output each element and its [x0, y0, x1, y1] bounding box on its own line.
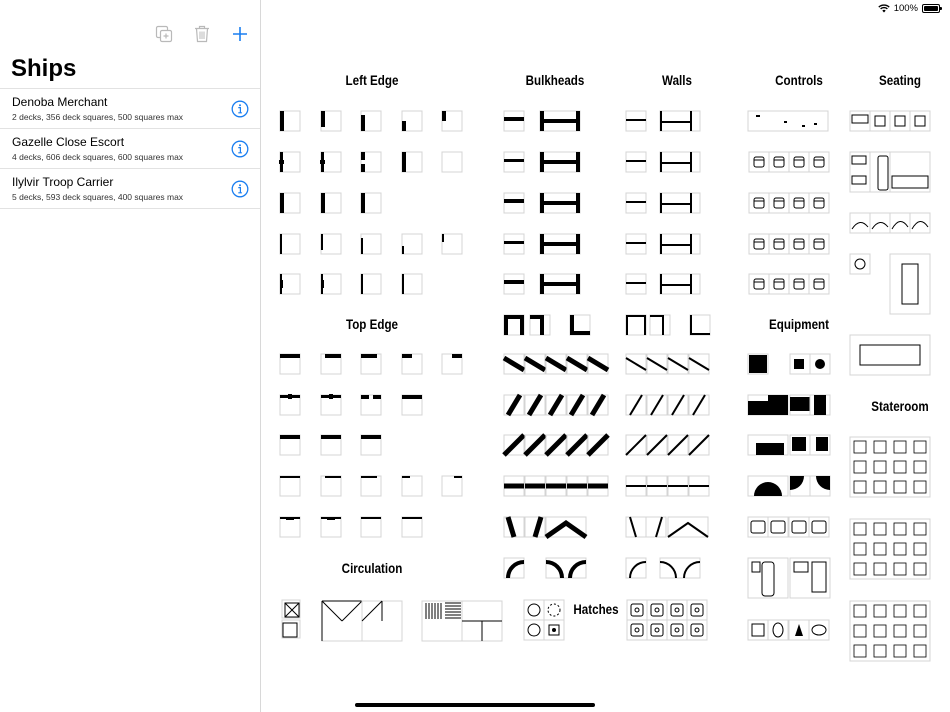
palette-tile[interactable]: [748, 435, 788, 455]
palette-tile[interactable]: [810, 395, 830, 415]
palette-tile[interactable]: [504, 558, 524, 578]
palette-tile[interactable]: [504, 395, 524, 415]
palette-tile[interactable]: [626, 395, 646, 415]
palette-tile[interactable]: [647, 435, 667, 455]
palette-tile[interactable]: [809, 620, 829, 640]
palette-tile[interactable]: [442, 152, 462, 172]
palette-tile[interactable]: [748, 395, 788, 415]
palette-tile[interactable]: [588, 435, 608, 455]
page-title: Ships: [11, 55, 77, 82]
palette-tile[interactable]: [668, 395, 688, 415]
palette-tile[interactable]: [809, 517, 829, 537]
palette-tile[interactable]: [749, 152, 769, 172]
palette-tile[interactable]: [321, 274, 341, 294]
palette-tile[interactable]: [749, 274, 769, 294]
palette-tile[interactable]: [504, 476, 524, 496]
palette-tile[interactable]: [789, 152, 809, 172]
palette-tile[interactable]: [768, 517, 788, 537]
palette-tile[interactable]: [690, 315, 710, 335]
palette-tile[interactable]: [567, 395, 587, 415]
palette-tile[interactable]: [668, 354, 688, 374]
palette-tile[interactable]: [890, 111, 910, 131]
palette-tile[interactable]: [361, 193, 381, 213]
palette-tile[interactable]: [627, 620, 647, 640]
palette-tile[interactable]: [810, 476, 830, 496]
palette-tile[interactable]: [748, 476, 788, 496]
section-title-stateroom: Stateroom: [871, 399, 929, 414]
palette-tile[interactable]: [870, 213, 890, 233]
palette-tile[interactable]: [689, 435, 709, 455]
palette-tile[interactable]: [280, 274, 300, 294]
palette-tile[interactable]: [626, 234, 646, 254]
palette-tile[interactable]: [647, 395, 667, 415]
palette-tile[interactable]: [809, 193, 829, 213]
palette-tile[interactable]: [588, 476, 608, 496]
palette-tile[interactable]: [540, 193, 580, 213]
palette-tile[interactable]: [627, 600, 647, 620]
palette-tile[interactable]: [540, 152, 580, 172]
palette-tile[interactable]: [850, 601, 930, 661]
palette-tile[interactable]: [402, 517, 422, 537]
palette-tile[interactable]: [280, 193, 300, 213]
palette-tile[interactable]: [321, 435, 341, 455]
palette-tile[interactable]: [361, 234, 381, 254]
palette-tile[interactable]: [540, 111, 580, 131]
palette-tile[interactable]: [687, 600, 707, 620]
palette-tile[interactable]: [530, 315, 550, 335]
section-title-walls: Walls: [662, 73, 692, 88]
palette-tile[interactable]: [850, 254, 870, 274]
palette-tile[interactable]: [626, 435, 646, 455]
palette-tile[interactable]: [660, 152, 700, 172]
palette-tile[interactable]: [361, 517, 381, 537]
palette-tile[interactable]: [280, 234, 300, 254]
palette-tile[interactable]: [667, 600, 687, 620]
palette-tile[interactable]: [402, 476, 422, 496]
palette-tile[interactable]: [361, 395, 381, 415]
palette-tile[interactable]: [626, 152, 646, 172]
palette-tile[interactable]: [544, 620, 564, 640]
section-title-left-edge: Left Edge: [345, 73, 399, 88]
palette-tile[interactable]: [626, 111, 646, 131]
palette-tile[interactable]: [768, 620, 788, 640]
palette-tile[interactable]: [650, 315, 670, 335]
palette-tile[interactable]: [361, 354, 381, 374]
palette-tile[interactable]: [626, 476, 646, 496]
palette-tile[interactable]: [660, 234, 700, 254]
palette-tile[interactable]: [789, 274, 809, 294]
palette-tile[interactable]: [749, 234, 769, 254]
palette-tile[interactable]: [280, 394, 300, 415]
palette-tile[interactable]: [660, 558, 700, 578]
palette-tile[interactable]: [504, 435, 524, 455]
palette-tile[interactable]: [647, 354, 667, 374]
battery-percent: 100%: [893, 3, 918, 14]
palette-tile[interactable]: [504, 234, 524, 254]
palette-tile[interactable]: [321, 111, 341, 131]
palette-tile[interactable]: [790, 435, 810, 455]
palette-tile[interactable]: [361, 111, 381, 131]
palette-tile[interactable]: [687, 620, 707, 640]
palette-tile[interactable]: [280, 476, 300, 496]
ship-details: 2 decks, 356 deck squares, 500 squares max: [12, 112, 184, 122]
palette-tile[interactable]: [689, 354, 709, 374]
palette-tile[interactable]: [809, 234, 829, 254]
palette-tile[interactable]: [668, 517, 708, 537]
palette-tile[interactable]: [769, 274, 789, 294]
palette-tile[interactable]: [361, 152, 381, 172]
palette-tile[interactable]: [850, 335, 930, 375]
palette-tile[interactable]: [422, 601, 462, 641]
palette-tile[interactable]: [402, 354, 422, 374]
palette-tile[interactable]: [321, 517, 341, 537]
ship-name: Gazelle Close Escort: [12, 135, 125, 149]
palette-tile[interactable]: [810, 435, 830, 455]
home-indicator: [355, 703, 595, 707]
palette-tile[interactable]: [504, 274, 524, 294]
palette-tile[interactable]: [567, 435, 587, 455]
palette-tile[interactable]: [279, 152, 300, 172]
palette-tile[interactable]: [280, 435, 300, 455]
palette-tile[interactable]: [647, 476, 667, 496]
palette-tile[interactable]: [546, 476, 566, 496]
palette-tile[interactable]: [850, 152, 870, 192]
palette-tile[interactable]: [442, 234, 462, 254]
palette-tile[interactable]: [769, 193, 789, 213]
section-title-top-edge: Top Edge: [345, 317, 399, 332]
palette-tile[interactable]: [890, 213, 910, 233]
palette-tile[interactable]: [749, 193, 769, 213]
palette-tile[interactable]: [850, 213, 870, 233]
palette-tile[interactable]: [402, 234, 422, 254]
palette-tile[interactable]: [402, 274, 422, 294]
palette-tile[interactable]: [321, 394, 341, 415]
palette-tile[interactable]: [525, 395, 545, 415]
palette-tile[interactable]: [402, 152, 422, 172]
palette-tile[interactable]: [321, 193, 341, 213]
section-title-hatches: Hatches: [573, 602, 619, 617]
palette-tile[interactable]: [748, 354, 768, 374]
section-title-seating: Seating: [879, 73, 921, 88]
palette-tile[interactable]: [790, 476, 810, 496]
palette-tile[interactable]: [567, 476, 587, 496]
palette-tile[interactable]: [540, 274, 580, 294]
palette-tile[interactable]: [504, 354, 524, 374]
palette-tile[interactable]: [789, 620, 809, 640]
section-title-controls: Controls: [775, 73, 823, 88]
palette-tile[interactable]: [504, 517, 524, 537]
section-title-bulkheads: Bulkheads: [525, 73, 585, 88]
palette-tile[interactable]: [504, 152, 524, 172]
palette-tile[interactable]: [689, 476, 709, 496]
palette-tile[interactable]: [646, 517, 666, 537]
palette-tile[interactable]: [546, 517, 586, 537]
palette-tile[interactable]: [282, 600, 300, 618]
palette-tile[interactable]: [870, 111, 890, 131]
palette-tile[interactable]: [647, 620, 667, 640]
palette-tile[interactable]: [626, 193, 646, 213]
palette-tile[interactable]: [280, 517, 300, 537]
palette-tile[interactable]: [689, 395, 709, 415]
palette-tile[interactable]: [540, 234, 580, 254]
section-title-circulation: Circulation: [341, 561, 403, 576]
palette-tile[interactable]: [525, 435, 545, 455]
palette-tile[interactable]: [322, 601, 362, 641]
palette-tile[interactable]: [660, 111, 700, 131]
palette-tile[interactable]: [810, 354, 830, 374]
palette-tile[interactable]: [668, 476, 688, 496]
palette-tile[interactable]: [524, 600, 544, 620]
palette-tile[interactable]: [320, 152, 341, 172]
palette-tile[interactable]: [567, 354, 587, 374]
palette-tile[interactable]: [626, 354, 646, 374]
palette-tile[interactable]: [769, 234, 789, 254]
palette-tile[interactable]: [546, 435, 566, 455]
palette-tile[interactable]: [626, 517, 646, 537]
palette-tile[interactable]: [282, 620, 300, 638]
palette-tile[interactable]: [790, 354, 810, 374]
palette-tile[interactable]: [626, 315, 646, 335]
palette-tile[interactable]: [809, 274, 829, 294]
palette-tile[interactable]: [442, 476, 462, 496]
palette-tile[interactable]: [789, 517, 809, 537]
palette-tile[interactable]: [790, 558, 830, 598]
palette-tile[interactable]: [402, 395, 422, 415]
palette-tile[interactable]: [525, 476, 545, 496]
palette-tile[interactable]: [361, 476, 381, 496]
palette-tile[interactable]: [280, 111, 300, 131]
palette-tile[interactable]: [402, 111, 422, 131]
palette-tile[interactable]: [850, 519, 930, 579]
palette-tile[interactable]: [524, 620, 544, 640]
palette-tile[interactable]: [789, 234, 809, 254]
palette-tile[interactable]: [321, 354, 341, 374]
palette-tile[interactable]: [546, 558, 586, 578]
palette-tile[interactable]: [850, 437, 930, 497]
palette-tile[interactable]: [748, 620, 768, 640]
palette-tile[interactable]: [748, 517, 768, 537]
palette-tile[interactable]: [667, 620, 687, 640]
palette-tile[interactable]: [280, 354, 300, 374]
palette-tile[interactable]: [910, 213, 930, 233]
palette-tile[interactable]: [660, 193, 700, 213]
palette-tile[interactable]: [504, 193, 524, 213]
palette-tile[interactable]: [321, 476, 341, 496]
palette-tile[interactable]: [442, 111, 462, 131]
palette-tile[interactable]: [462, 601, 502, 641]
palette-tile[interactable]: [789, 193, 809, 213]
palette-tile[interactable]: [588, 395, 608, 415]
palette-tile[interactable]: [588, 354, 608, 374]
palette-tile[interactable]: [748, 558, 788, 598]
palette-tile[interactable]: [890, 254, 930, 314]
ship-details: 4 decks, 606 deck squares, 600 squares max: [12, 152, 184, 162]
ship-name: Denoba Merchant: [12, 95, 108, 109]
palette-tile[interactable]: [442, 354, 462, 374]
palette-tile[interactable]: [525, 354, 545, 374]
palette-tile[interactable]: [790, 395, 810, 415]
palette-tile[interactable]: [890, 152, 930, 192]
palette-tile[interactable]: [546, 395, 566, 415]
palette-tile[interactable]: [850, 111, 870, 131]
palette-tile[interactable]: [361, 435, 381, 455]
palette-tile[interactable]: [769, 152, 789, 172]
palette-tile[interactable]: [870, 152, 890, 192]
palette-tile[interactable]: [361, 274, 381, 294]
palette-tile[interactable]: [668, 435, 688, 455]
palette-tile[interactable]: [546, 354, 566, 374]
palette-tile[interactable]: [362, 601, 402, 641]
palette-tile[interactable]: [647, 600, 667, 620]
palette-tile[interactable]: [504, 111, 524, 131]
palette-tile[interactable]: [626, 558, 646, 578]
palette-tile[interactable]: [544, 600, 564, 620]
ship-name: Ilylvir Troop Carrier: [12, 175, 114, 189]
palette-tile[interactable]: [570, 315, 590, 335]
palette-tile[interactable]: [525, 517, 545, 537]
palette-tile[interactable]: [626, 274, 646, 294]
palette-tile[interactable]: [809, 152, 829, 172]
section-title-equipment: Equipment: [769, 317, 829, 332]
palette-tile[interactable]: [504, 315, 524, 335]
palette-tile[interactable]: [321, 234, 341, 254]
palette-tile[interactable]: [660, 274, 700, 294]
palette-tile[interactable]: [910, 111, 930, 131]
palette-tile[interactable]: [748, 111, 828, 131]
ship-details: 5 decks, 593 deck squares, 400 squares max: [12, 192, 184, 202]
